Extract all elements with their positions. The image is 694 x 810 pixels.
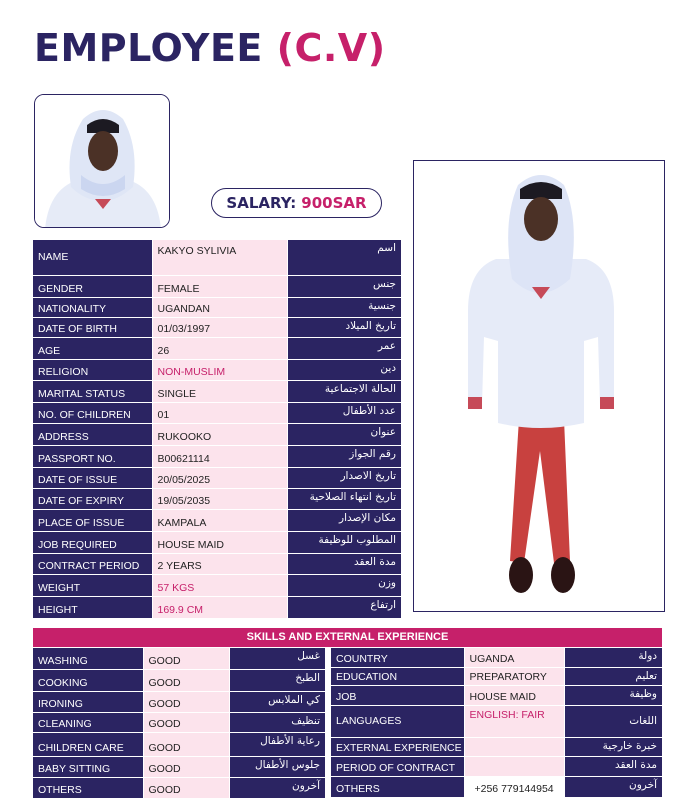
info-row: [33, 297, 401, 317]
skill-label-ar: تنظيف: [229, 712, 325, 732]
skill-row: [33, 777, 325, 798]
page-title: [34, 26, 386, 70]
skill-label: CHILDREN CARE: [33, 732, 143, 756]
info-label: PASSPORT NO.: [33, 445, 152, 467]
info-label: PLACE OF ISSUE: [33, 509, 152, 531]
info-label-ar: تاريخ انتهاء الصلاحية: [287, 488, 401, 509]
experience-label-ar: وظيفة: [564, 685, 662, 705]
experience-label: EXTERNAL EXPERIENCE: [331, 737, 464, 756]
experience-table: [331, 648, 662, 798]
experience-row: [331, 756, 662, 776]
info-label: CONTRACT PERIOD: [33, 553, 152, 574]
experience-value: PREPARATORY: [464, 667, 564, 685]
portrait-photo: [34, 94, 170, 228]
info-value: KAKYO SYLIVIA: [152, 240, 287, 275]
info-label: NAME: [33, 240, 152, 275]
info-label: DATE OF ISSUE: [33, 467, 152, 488]
info-value: B00621114: [152, 445, 287, 467]
experience-label-ar: تعليم: [564, 667, 662, 685]
skill-label-ar: الطبخ: [229, 669, 325, 691]
skill-row: [33, 756, 325, 777]
info-value: UGANDAN: [152, 297, 287, 317]
info-label: DATE OF EXPIRY: [33, 488, 152, 509]
experience-row: [331, 737, 662, 756]
experience-value: ENGLISH: FAIR: [464, 705, 564, 737]
info-label-ar: مكان الإصدار: [287, 509, 401, 531]
info-value: 19/05/2035: [152, 488, 287, 509]
skill-label: CLEANING: [33, 712, 143, 732]
info-value: FEMALE: [152, 275, 287, 297]
experience-value: HOUSE MAID: [464, 685, 564, 705]
skill-label-ar: كي الملابس: [229, 691, 325, 712]
info-value: HOUSE MAID: [152, 531, 287, 553]
skills-table: [33, 648, 325, 799]
info-value: NON-MUSLIM: [152, 359, 287, 380]
info-label-ar: جنسية: [287, 297, 401, 317]
skill-value: GOOD: [143, 756, 229, 777]
salary-label: SALARY:: [226, 194, 297, 212]
skill-row: [33, 691, 325, 712]
info-value: 26: [152, 337, 287, 359]
info-row: [33, 240, 401, 275]
info-row: [33, 467, 401, 488]
experience-label-ar: آخرون: [564, 776, 662, 797]
skill-row: [33, 669, 325, 691]
skill-label-ar: غسل: [229, 648, 325, 669]
skill-value: GOOD: [143, 777, 229, 798]
info-label: WEIGHT: [33, 574, 152, 596]
skill-label: IRONING: [33, 691, 143, 712]
info-label: ADDRESS: [33, 423, 152, 445]
info-row: [33, 531, 401, 553]
info-label-ar: دين: [287, 359, 401, 380]
info-label-ar: عمر: [287, 337, 401, 359]
info-label: NATIONALITY: [33, 297, 152, 317]
title-accent: (C.V): [276, 26, 386, 70]
info-label: HEIGHT: [33, 596, 152, 618]
info-value: SINGLE: [152, 380, 287, 402]
info-label-ar: مدة العقد: [287, 553, 401, 574]
info-label: AGE: [33, 337, 152, 359]
experience-label: PERIOD OF CONTRACT: [331, 756, 464, 776]
info-label-ar: عدد الأطفال: [287, 402, 401, 423]
info-label-ar: المطلوب للوظيفة: [287, 531, 401, 553]
info-value: 2 YEARS: [152, 553, 287, 574]
info-label-ar: تاريخ الميلاد: [287, 317, 401, 337]
info-row: [33, 402, 401, 423]
experience-label-ar: خبرة خارجية: [564, 737, 662, 756]
skill-label: WASHING: [33, 648, 143, 669]
info-label: DATE OF BIRTH: [33, 317, 152, 337]
skill-label: COOKING: [33, 669, 143, 691]
info-value: 57 KGS: [152, 574, 287, 596]
info-row: [33, 445, 401, 467]
skill-label-ar: رعاية الأطفال: [229, 732, 325, 756]
skill-value: GOOD: [143, 712, 229, 732]
info-label-ar: اسم: [287, 240, 401, 275]
info-row: [33, 596, 401, 618]
info-label-ar: رقم الجواز: [287, 445, 401, 467]
info-row: [33, 317, 401, 337]
info-label-ar: الحالة الاجتماعية: [287, 380, 401, 402]
experience-value: [464, 737, 564, 756]
experience-row: [331, 648, 662, 667]
skill-value: GOOD: [143, 691, 229, 712]
experience-value: UGANDA: [464, 648, 564, 667]
experience-row: [331, 685, 662, 705]
experience-label-ar: اللغات: [564, 705, 662, 737]
personal-info-table: [33, 240, 401, 619]
experience-label: OTHERS: [331, 776, 464, 797]
info-row: [33, 423, 401, 445]
full-body-photo: [413, 160, 665, 612]
skill-row: [33, 732, 325, 756]
info-row: [33, 380, 401, 402]
experience-row: [331, 705, 662, 737]
skill-value: GOOD: [143, 648, 229, 669]
skill-row: [33, 648, 325, 669]
experience-label: JOB: [331, 685, 464, 705]
info-row: [33, 337, 401, 359]
experience-row: [331, 667, 662, 685]
experience-value: [464, 756, 564, 776]
info-row: [33, 488, 401, 509]
info-label: GENDER: [33, 275, 152, 297]
info-label: NO. OF CHILDREN: [33, 402, 152, 423]
skill-value: GOOD: [143, 669, 229, 691]
experience-label-ar: دولة: [564, 648, 662, 667]
info-label: JOB REQUIRED: [33, 531, 152, 553]
skill-value: GOOD: [143, 732, 229, 756]
experience-label: LANGUAGES: [331, 705, 464, 737]
info-value: 01: [152, 402, 287, 423]
info-value: 01/03/1997: [152, 317, 287, 337]
info-value: 169.9 CM: [152, 596, 287, 618]
info-label: MARITAL STATUS: [33, 380, 152, 402]
experience-value: +256 779144954: [464, 776, 564, 797]
info-row: [33, 359, 401, 380]
skills-section-title: SKILLS AND EXTERNAL EXPERIENCE: [33, 628, 662, 647]
experience-label: EDUCATION: [331, 667, 464, 685]
info-value: RUKOOKO: [152, 423, 287, 445]
info-row: [33, 509, 401, 531]
skill-row: [33, 712, 325, 732]
experience-label-ar: مدة العقد: [564, 756, 662, 776]
salary-badge: [211, 188, 382, 218]
skill-label: BABY SITTING: [33, 756, 143, 777]
info-label-ar: عنوان: [287, 423, 401, 445]
info-value: 20/05/2025: [152, 467, 287, 488]
info-row: [33, 574, 401, 596]
info-row: [33, 553, 401, 574]
info-row: [33, 275, 401, 297]
info-value: KAMPALA: [152, 509, 287, 531]
experience-row: [331, 776, 662, 797]
info-label: RELIGION: [33, 359, 152, 380]
skill-label-ar: جلوس الأطفال: [229, 756, 325, 777]
skill-label: OTHERS: [33, 777, 143, 798]
salary-value: 900SAR: [301, 194, 367, 212]
info-label-ar: جنس: [287, 275, 401, 297]
info-label-ar: تاريخ الاصدار: [287, 467, 401, 488]
skill-label-ar: آخرون: [229, 777, 325, 798]
info-label-ar: ارتفاع: [287, 596, 401, 618]
title-main: EMPLOYEE: [34, 26, 263, 70]
info-label-ar: وزن: [287, 574, 401, 596]
experience-label: COUNTRY: [331, 648, 464, 667]
